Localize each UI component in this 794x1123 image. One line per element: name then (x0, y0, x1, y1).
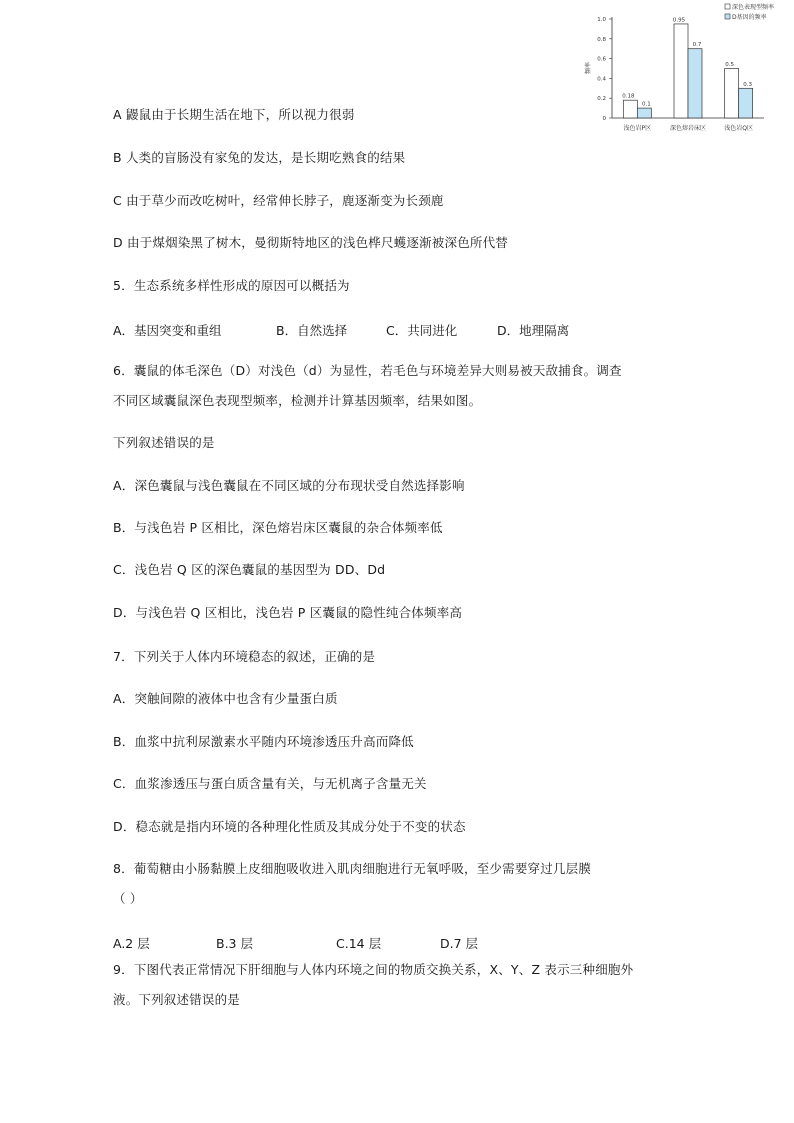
q6-stem-line3: 下列叙述错误的是 (113, 435, 215, 450)
q4-option-c: C 由于草少而改吃树叶，经常伸长脖子，鹿逐渐变为长颈鹿 (113, 193, 444, 208)
bar-d-gene-2 (739, 88, 753, 118)
bar-value-label: 0.18 (622, 93, 635, 100)
q5-option-b: B．自然选择 (276, 323, 348, 338)
q5-option-d: D．地理隔离 (497, 323, 570, 338)
y-tick-label: 1.0 (597, 17, 606, 23)
bar-value-label: 0.5 (725, 62, 735, 68)
q8-stem-line1: 8．葡萄糖由小肠黏膜上皮细胞吸收进入肌肉细胞进行无氧呼吸，至少需要穿过几层膜 (113, 861, 592, 876)
q9-stem-line1: 9．下图代表正常情况下肝细胞与人体内环境之间的物质交换关系，X、Y、Z 表示三种细胞外 (113, 962, 634, 977)
x-category-label: 深色熔岩床区 (669, 125, 707, 132)
q6-option-a: A．深色囊鼠与浅色囊鼠在不同区域的分布现状受自然选择影响 (113, 478, 465, 493)
q5-option-a: A．基因突变和重组 (113, 323, 222, 338)
q4-option-a: A 鼹鼠由于长期生活在地下，所以视力很弱 (113, 107, 355, 122)
q6-option-c: C．浅色岩 Q 区的深色囊鼠的基因型为 DD、Dd (113, 562, 386, 577)
y-tick-label: 0.4 (597, 76, 606, 83)
x-category-label: 浅色岩P区 (623, 125, 652, 132)
bar-value-label: 0.1 (641, 101, 651, 108)
q6-option-d: D．与浅色岩 Q 区相比，浅色岩 P 区囊鼠的隐性纯合体频率高 (113, 605, 463, 620)
legend-swatch (725, 4, 730, 9)
y-tick-label: 0 (602, 116, 606, 122)
q6-stem-line2: 不同区域囊鼠深色表现型频率，检测并计算基因频率，结果如图。 (113, 393, 482, 408)
q6-stem-line1: 6．囊鼠的体毛深色（D）对浅色（d）为显性，若毛色与环境差异大则易被天敌捕食。调查 (113, 363, 622, 378)
bar-d-gene-1 (688, 49, 702, 118)
q9-stem-line2: 液。下列叙述错误的是 (113, 992, 241, 1007)
bar-d-gene-0 (637, 108, 651, 118)
legend-label: 深色表现型频率 (732, 4, 775, 11)
q8-stem-line2: （ ） (113, 891, 143, 906)
q7-option-b: B．血浆中抗利尿激素水平随内环境渗透压升高而降低 (113, 734, 414, 749)
q4-option-b: B 人类的盲肠没有家兔的发达，是长期吃熟食的结果 (113, 150, 406, 165)
q8-option-a: A.2 层 (113, 936, 150, 951)
genotype-frequency-chart (580, 0, 794, 140)
bar-value-label: 0.3 (743, 81, 753, 88)
q7-stem: 7．下列关于人体内环境稳态的叙述，正确的是 (113, 649, 376, 664)
bar-dark-phenotype-0 (623, 100, 637, 118)
y-tick-label: 0.2 (597, 96, 606, 103)
y-axis-label: 频率 (585, 61, 592, 75)
bar-dark-phenotype-2 (725, 69, 739, 119)
q4-option-d: D 由于煤烟染黑了树木，曼彻斯特地区的浅色桦尺蠖逐渐被深色所代替 (113, 235, 508, 250)
q5-option-c: C．共同进化 (386, 323, 458, 338)
q8-option-b: B.3 层 (216, 936, 253, 951)
q7-option-c: C．血浆渗透压与蛋白质含量有关，与无机离子含量无关 (113, 776, 427, 791)
bar-value-label: 0.95 (672, 17, 686, 24)
x-category-label: 浅色岩Q区 (724, 125, 754, 132)
bar-value-label: 0.7 (692, 42, 702, 49)
q6-option-b: B．与浅色岩 P 区相比，深色熔岩床区囊鼠的杂合体频率低 (113, 520, 443, 535)
q8-option-c: C.14 层 (336, 936, 382, 951)
y-tick-label: 0.8 (597, 36, 606, 43)
legend-swatch (725, 14, 730, 19)
legend-label: D基因的频率 (732, 14, 767, 21)
q7-option-a: A．突触间隙的液体中也含有少量蛋白质 (113, 691, 338, 706)
q8-option-d: D.7 层 (440, 936, 479, 951)
q7-option-d: D．稳态就是指内环境的各种理化性质及其成分处于不变的状态 (113, 819, 466, 834)
bar-dark-phenotype-1 (674, 24, 688, 118)
y-tick-label: 0.6 (597, 56, 606, 63)
q5-stem: 5．生态系统多样性形成的原因可以概括为 (113, 278, 350, 293)
